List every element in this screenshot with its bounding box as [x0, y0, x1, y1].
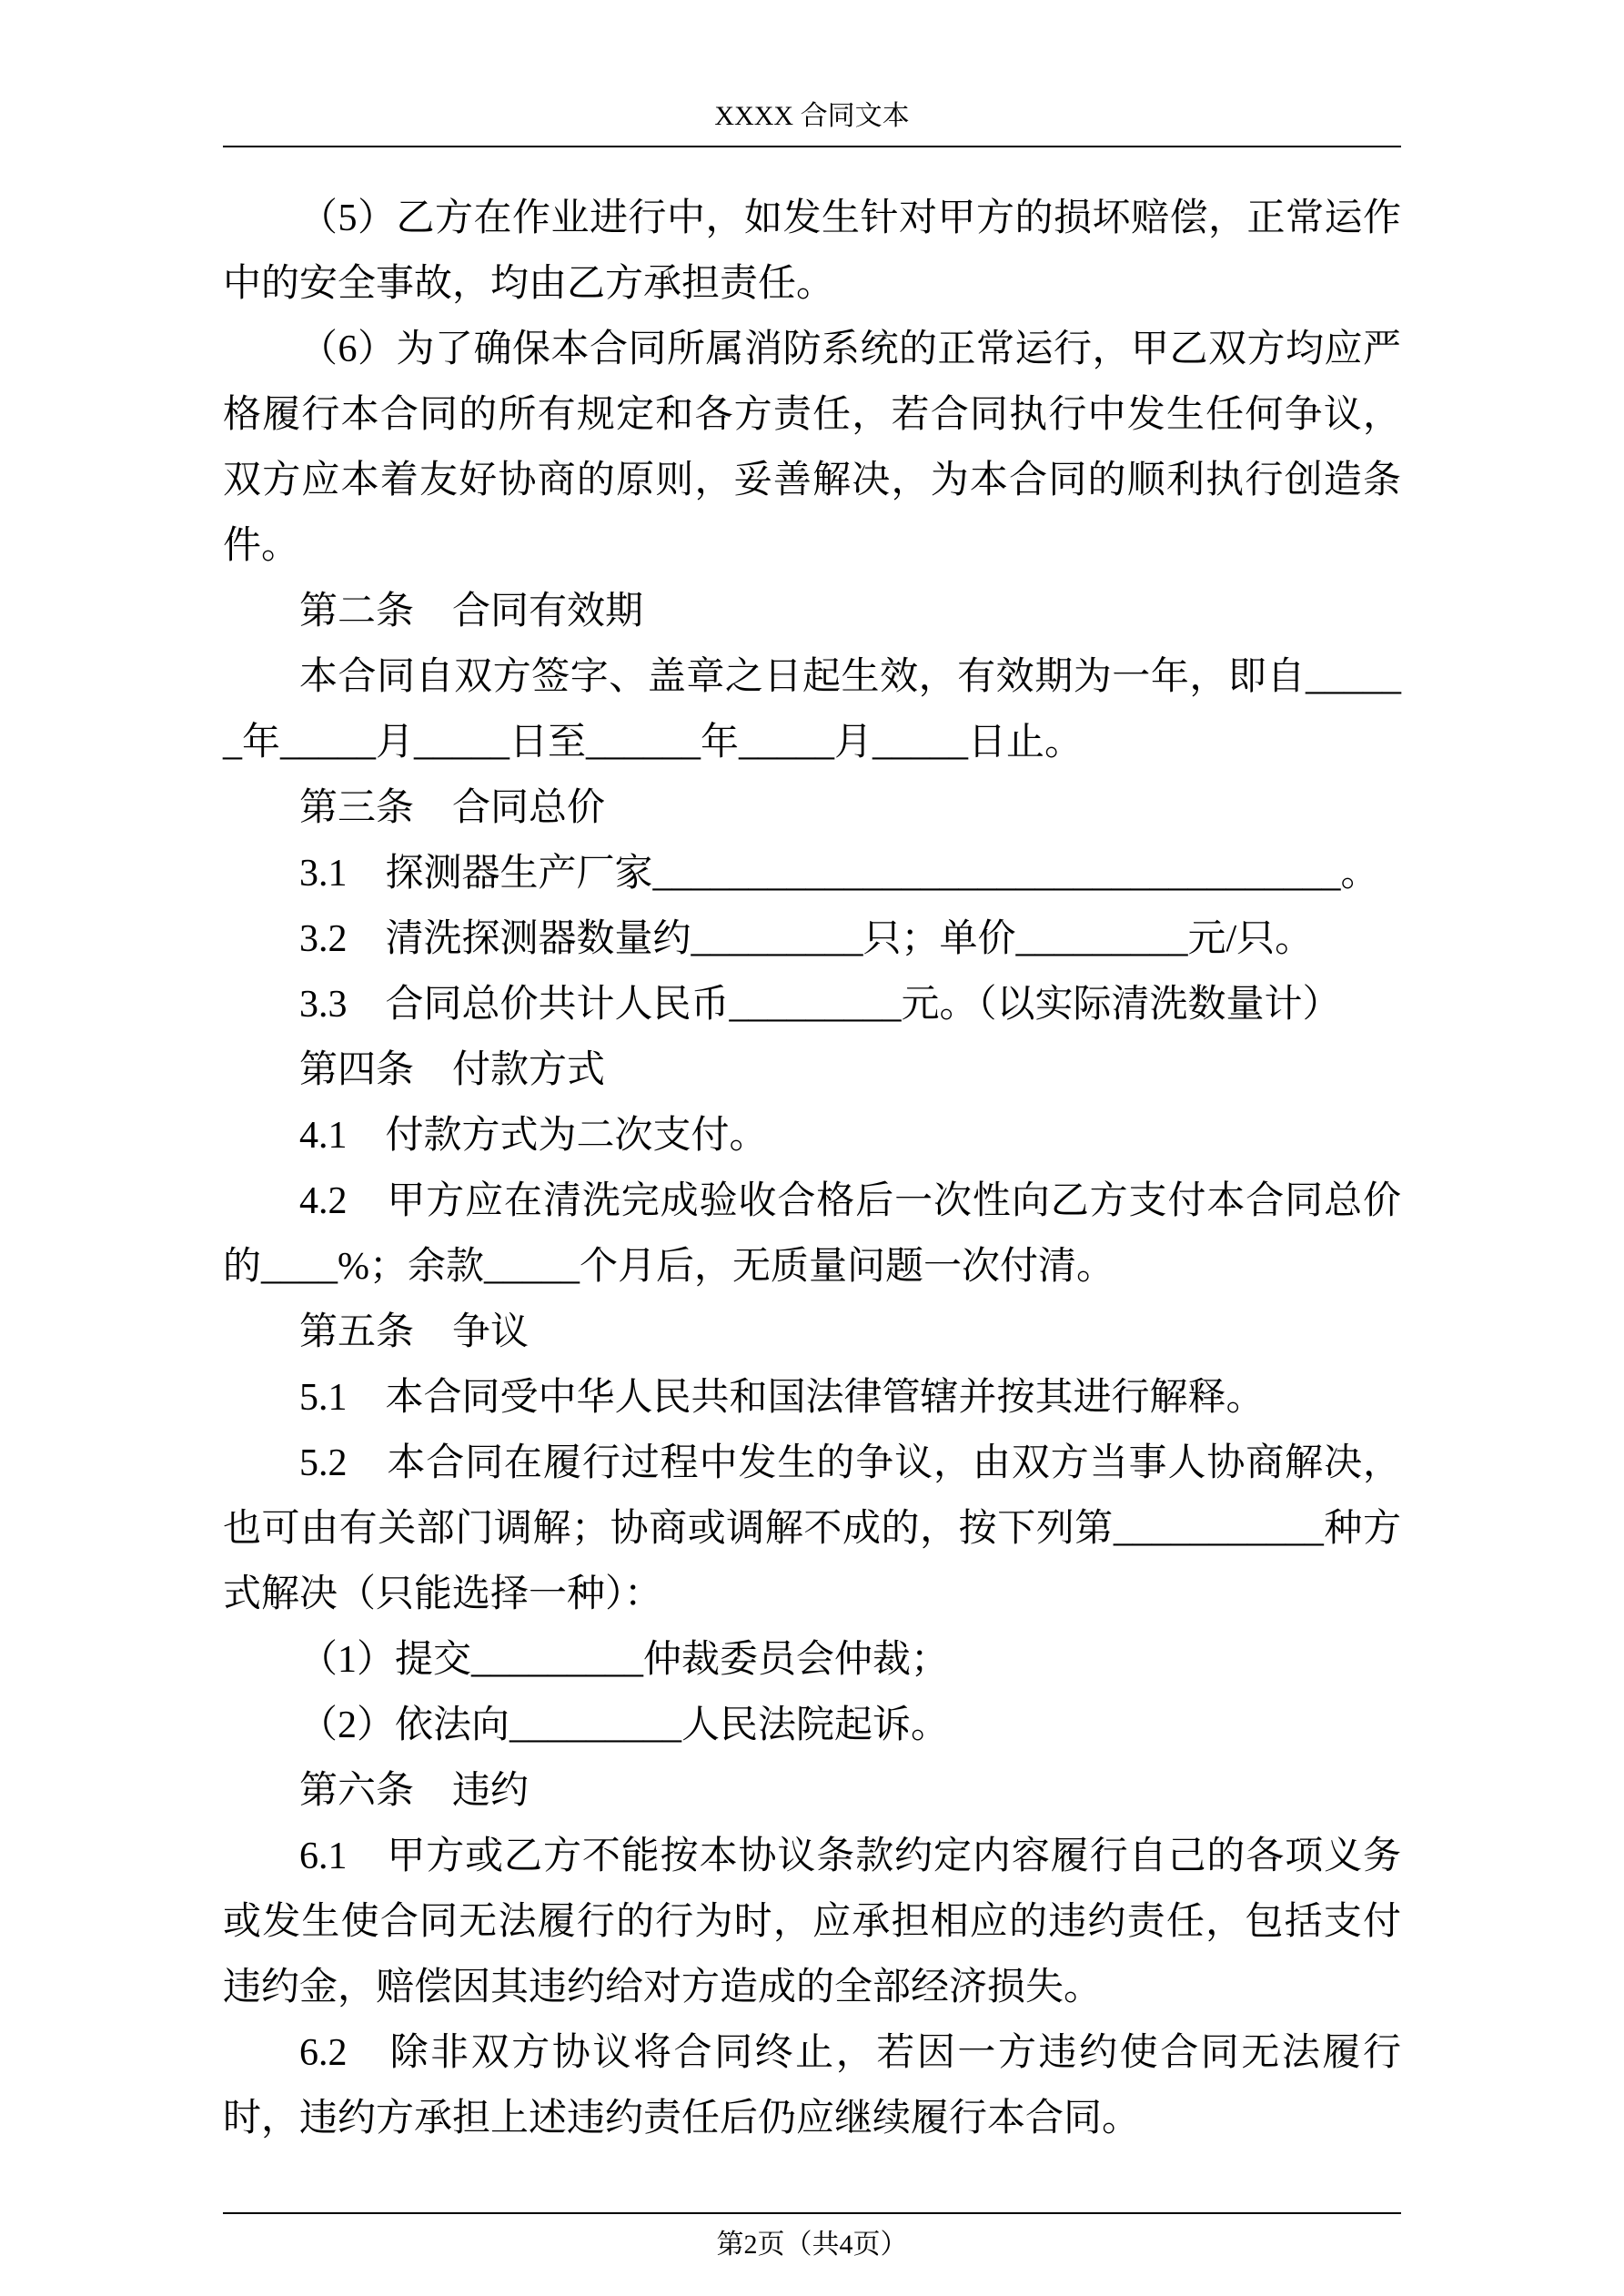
- paragraph: 6.2 除非双方协议将合同终止，若因一方违约使合同无法履行时，违约方承担上述违约责任后仍应继续履行本合同。: [223, 2032, 1401, 2139]
- paragraph: 3.2 清洗探测器数量约_________只；单价_________元/只。: [299, 918, 1314, 960]
- paragraph: 5.2 本合同在履行过程中发生的争议，由双方当事人协商解决，也可由有关部门调解；协商或调解不成的，按下列第___________种方式解决（只能选择一种）：: [223, 1442, 1401, 1615]
- paragraph: （2）依法向_________人民法院起诉。: [299, 1704, 950, 1746]
- paragraph: 4.1 付款方式为二次支付。: [299, 1115, 768, 1157]
- paragraph: 5.1 本合同受中华人民共和国法律管辖并按其进行解释。: [299, 1377, 1265, 1419]
- paragraph: 6.1 甲方或乙方不能按本协议条款约定内容履行自己的各项义务或发生使合同无法履行的行为时，应承担相应的违约责任，包括支付违约金，赔偿因其违约给对方造成的全部经济损失。: [223, 1836, 1401, 2008]
- section-heading: 第四条 付款方式: [299, 1049, 606, 1091]
- document-footer: [223, 2212, 1401, 2261]
- document-header: [223, 100, 1401, 147]
- paragraph: 3.1 探测器生产厂家____________________________________。: [299, 853, 1379, 895]
- paragraph: （5）乙方在作业进行中，如发生针对甲方的损坏赔偿，正常运作中的安全事故，均由乙方承担责任。: [223, 197, 1401, 305]
- paragraph: 4.2 甲方应在清洗完成验收合格后一次性向乙方支付本合同总价的____%；余款_____个月后，无质量问题一次付清。: [223, 1180, 1401, 1288]
- paragraph: （1）提交_________仲裁委员会仲裁；: [299, 1639, 950, 1681]
- page-number: 第2页（共4页）: [716, 2230, 908, 2260]
- document-body: [223, 186, 1401, 2151]
- section-heading: 第六条 违约: [299, 1770, 530, 1812]
- section-heading: 第五条 争议: [299, 1311, 530, 1353]
- paragraph: （6）为了确保本合同所属消防系统的正常运行，甲乙双方均应严格履行本合同的所有规定和各方责任，若合同执行中发生任何争议，双方应本着友好协商的原则，妥善解决，为本合同的顺利执行创造条件。: [223, 329, 1401, 567]
- paragraph: 本合同自双方签字、盖章之日起生效，有效期为一年，即自______年_____月_____日至______年_____月_____日止。: [223, 656, 1401, 764]
- section-heading: 第三条 合同总价: [299, 787, 606, 829]
- paragraph: 3.3 合同总价共计人民币_________元。（以实际清洗数量计）: [299, 984, 1341, 1026]
- section-heading: 第二条 合同有效期: [299, 591, 644, 632]
- header-title: XXXX 合同文本: [714, 101, 910, 131]
